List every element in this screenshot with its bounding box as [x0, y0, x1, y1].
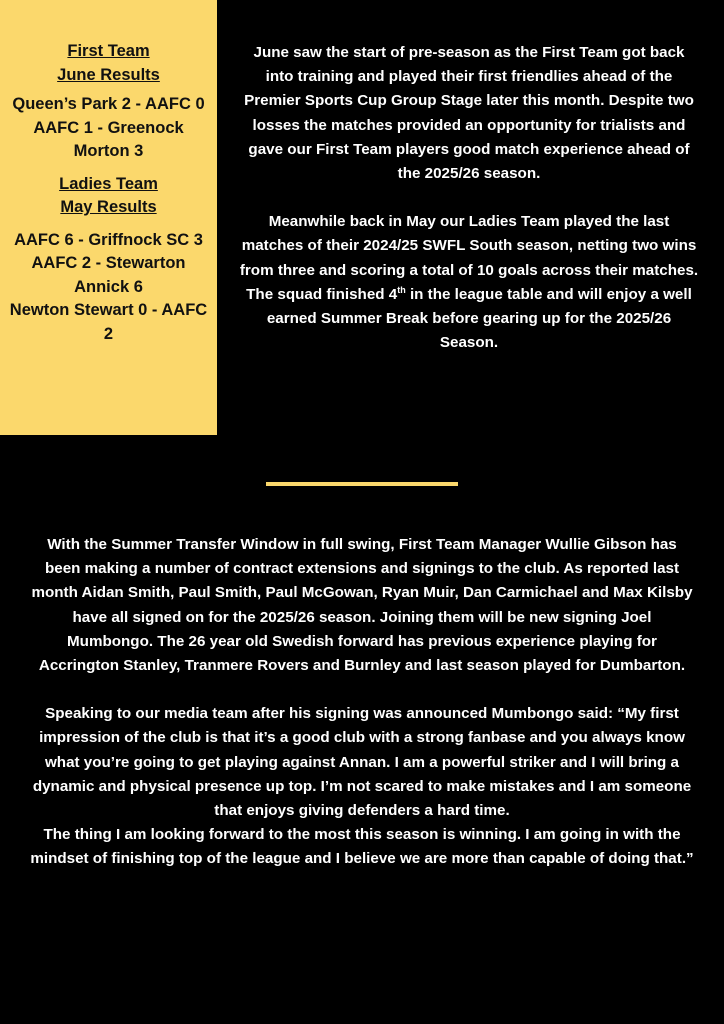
- intro-paragraph-2: [238, 210, 700, 355]
- may-result-3: Newton Stewart 0 - AAFC 2: [9, 301, 208, 343]
- may-result-2: AAFC 2 - Stewarton Annick 6: [31, 254, 186, 296]
- quote-part-1: Speaking to our media team after his signing was announced Mumbongo said: “My first impression of the club is that it’s a good club with a strong fanbase and you always know what you’re going to get playing against Annan. I am a powerful striker and I will bring a dynamic and physical presence up top. I’m not scared to make mistakes and I am someone that enjoys giving defenders a hard time.: [32, 705, 692, 820]
- may-result-1: AAFC 6 - Griffnock SC 3: [14, 230, 203, 249]
- ordinal-suffix: th: [397, 284, 406, 295]
- june-results-heading: June Results: [57, 65, 160, 84]
- first-team-heading: First Team: [67, 42, 150, 60]
- june-result-2: AAFC 1 - Greenock Morton 3: [33, 118, 184, 160]
- quote-part-2: The thing I am looking forward to the most this season is winning. I am going in with the mindset of finishing top of the league and I believe we are more than capable of doing that.”: [30, 826, 694, 868]
- intro-text: [238, 41, 700, 355]
- story-quote: [30, 702, 694, 871]
- signing-story: [30, 533, 694, 872]
- may-results-heading: May Results: [60, 198, 157, 216]
- ladies-team-heading: Ladies Team: [59, 174, 158, 193]
- story-paragraph-1: With the Summer Transfer Window in full swing, First Team Manager Wullie Gibson has been making a number of contract extensions and signings to the club. As reported last month Aidan Smith, Paul Smith, Paul McGowan, Ryan Muir, Dan Carmichael and Max Kilsby have all signed on for the 2025/26 season. Joining them will be new signing Joel Mumbongo. The 26 year old Swedish forward has previous experience playing for Accrington Stanley, Tranmere Rovers and Burnley and last season played for Dumbarton.: [31, 536, 693, 675]
- intro-paragraph-2-end: in the league table and will enjoy a well earned Summer Break before gearing up for the 2025/26 Season.: [266, 285, 692, 352]
- intro-paragraph-2-start: Meanwhile back in May our Ladies Team played the last matches of their 2024/25 SWFL South season, netting two wins from three and scoring a total of 10 goals across their matches. The squad finished 4: [239, 213, 699, 303]
- intro-paragraph-1: June saw the start of pre-season as the First Team got back into training and played their first friendlies ahead of the Premier Sports Cup Group Stage later this month. Despite two losses the matches provided an opportunity for trialists and gave our First Team players good match experience ahead of the 2025/26 season.: [244, 44, 694, 183]
- june-result-1: Queen’s Park 2 - AAFC 0: [12, 95, 205, 113]
- results-sidebar: [0, 0, 217, 435]
- section-divider: [266, 482, 458, 486]
